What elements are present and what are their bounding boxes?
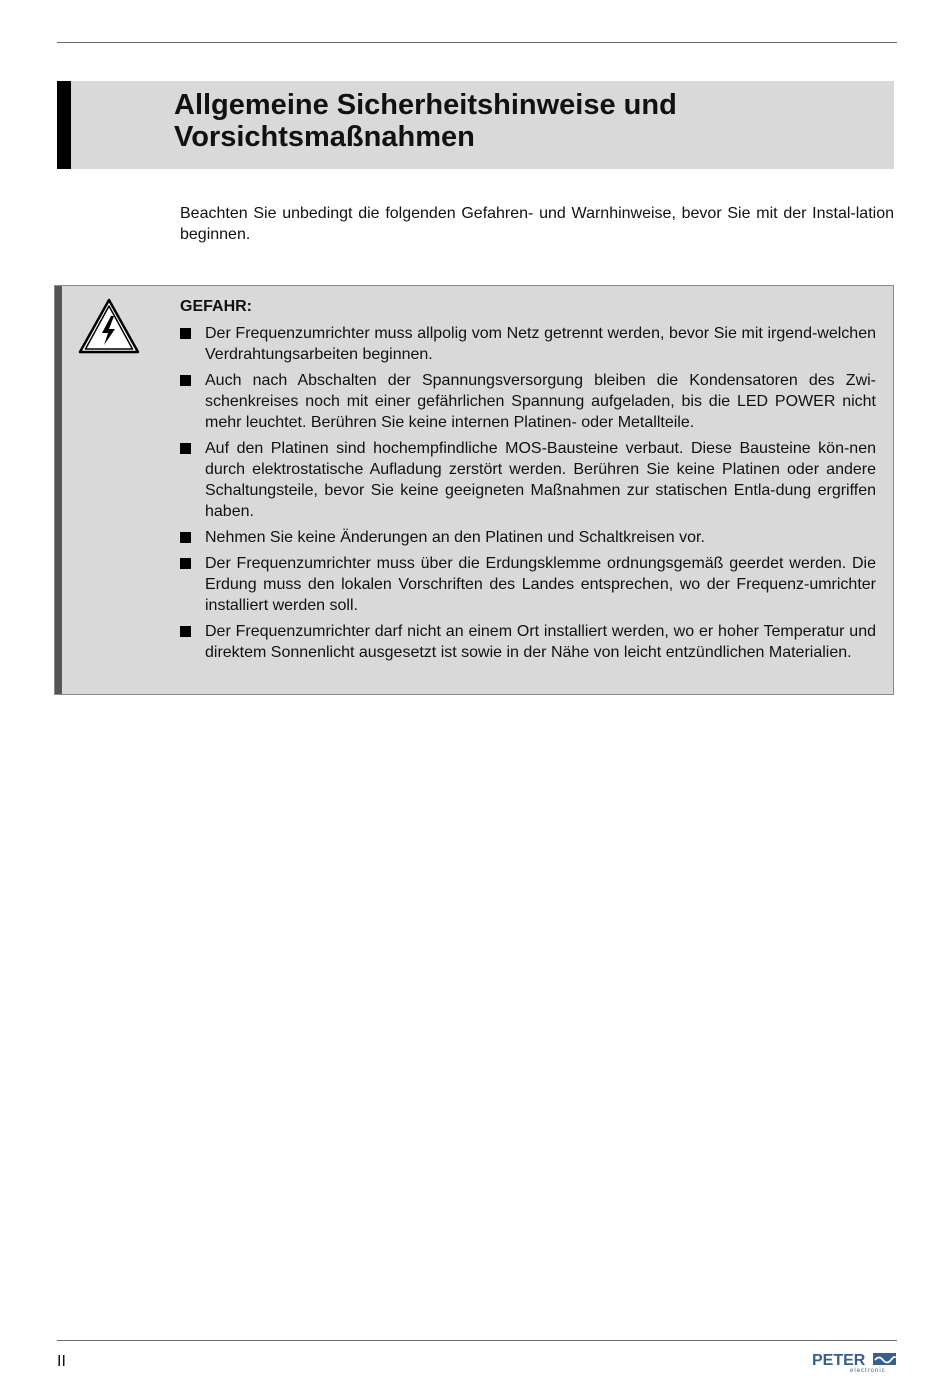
title-accent-bar [57,81,71,169]
list-item-text: Auch nach Abschalten der Spannungsversorgung bleiben die Kondensatoren des Zwi-schenkreises noch mit einer gefährlichen Spannung aufgeladen, bis die LED POWER nicht mehr leuchtet. Berühren Sie keine internen Platinen- oder Metallteile. [205,372,876,431]
intro-paragraph: Beachten Sie unbedingt die folgenden Gefahren- und Warnhinweise, bevor Sie mit der Instal-lation beginnen. [180,205,894,243]
list-item-text: Der Frequenzumrichter darf nicht an einem Ort installiert werden, wo er hoher Temperatur und direktem Sonnenlicht ausgesetzt ist sowie in der Nähe von leicht entzündlichen Materialien. [205,623,876,661]
list-item-text: Der Frequenzumrichter muss allpolig vom Netz getrennt werden, bevor Sie mit irgend-welchen Verdrahtungsarbeiten beginnen. [205,325,876,363]
bottom-rule [57,1340,897,1341]
list-item [180,323,876,365]
danger-list [180,323,876,663]
square-bullet-icon [180,375,191,386]
page-title-line-2: Vorsichtsmaßnahmen [174,121,475,153]
list-item [180,621,876,663]
danger-notice-box [54,285,894,695]
list-item [180,370,876,433]
danger-heading: GEFAHR: [180,298,252,315]
square-bullet-icon [180,532,191,543]
list-item-text: Auf den Platinen sind hochempfindliche MOS-Bausteine verbaut. Diese Bausteine kön-nen durch elektrostatische Aufladung zerstört werden. Berühren Sie keine Platinen oder andere Schaltungsteile, bevor Sie keine geeigneten Maßnahmen zur statischen Entla-dung ergriffen haben. [205,440,876,520]
danger-notice-bar [55,286,62,694]
electrical-hazard-icon [77,297,141,357]
logo-subtext: electronic [850,1368,886,1373]
square-bullet-icon [180,626,191,637]
page-number: II [57,1353,66,1370]
peter-electronic-logo [812,1349,898,1373]
list-item-text: Nehmen Sie keine Änderungen an den Platinen und Schaltkreisen vor. [205,529,705,546]
list-item [180,527,876,548]
top-rule [57,42,897,43]
list-item-text: Der Frequenzumrichter muss über die Erdungsklemme ordnungsgemäß geerdet werden. Die Erdung muss den lokalen Vorschriften des Landes entsprechen, wo der Frequenz-umrichter installiert werden soll. [205,555,876,614]
page-title [174,89,874,153]
square-bullet-icon [180,558,191,569]
danger-notice-content [180,296,876,668]
list-item [180,553,876,616]
title-block [57,81,894,169]
square-bullet-icon [180,443,191,454]
page-title-line-1: Allgemeine Sicherheitshinweise und [174,89,677,121]
logo-text: PETER [812,1352,866,1369]
list-item [180,438,876,522]
square-bullet-icon [180,328,191,339]
